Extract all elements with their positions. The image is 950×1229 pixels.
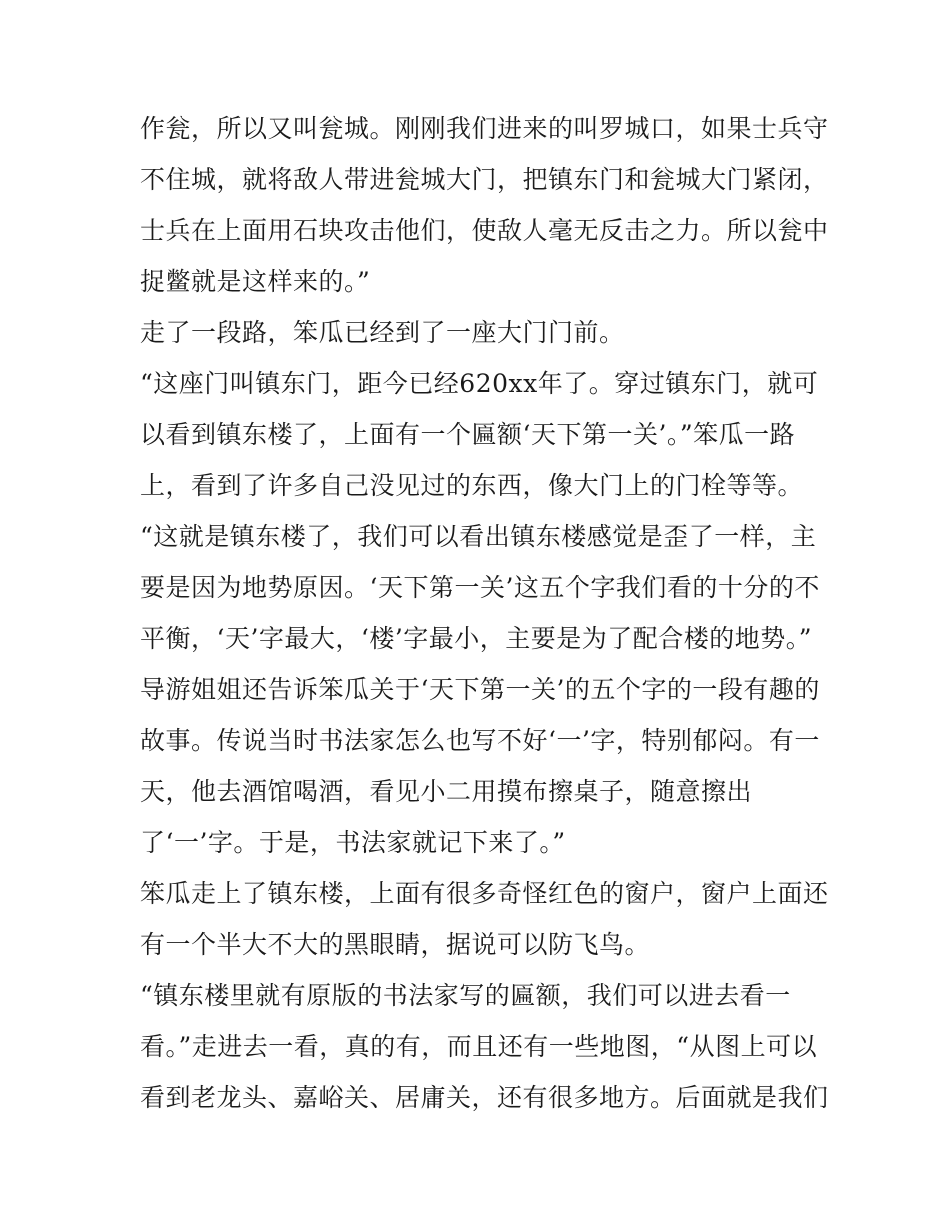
text-line: 有一个半大不大的黑眼睛，据说可以防飞鸟。 [140,930,651,959]
text-line: 上，看到了许多自己没见过的东西，像大门上的门栓等等。 [140,471,804,500]
text-line: 士兵在上面用石块攻击他们，使敌人毫无反击之力。所以瓮中 [140,216,829,245]
text-line: 不住城，就将敌人带进瓮城大门，把镇东门和瓮城大门紧闭， [140,165,829,194]
text-line: 了‘一’字。于是，书法家就记下来了。” [140,828,566,857]
text-line: 故事。传说当时书法家怎么也写不好‘一’字，特别郁闷。有一 [140,726,820,755]
text-line: “这就是镇东楼了，我们可以看出镇东楼感觉是歪了一样，主 [140,522,817,551]
text-line: 走了一段路，笨瓜已经到了一座大门门前。 [140,318,625,347]
text-line: 作瓮，所以又叫瓮城。刚刚我们进来的叫罗城口，如果士兵守 [140,114,829,143]
text-line: 导游姐姐还告诉笨瓜关于‘天下第一关’的五个字的一段有趣的 [140,675,820,704]
text-line: 平衡，‘天’字最大，‘楼’字最小，主要是为了配合楼的地势。” [140,624,813,653]
text-line: 以看到镇东楼了，上面有一个匾额‘天下第一关’。”笨瓜一路 [140,420,796,449]
text-line: 捉鳖就是这样来的。” [140,267,371,296]
text-line: 看到老龙头、嘉峪关、居庸关，还有很多地方。后面就是我们 [140,1083,829,1112]
text-line: 要是因为地势原因。‘天下第一关’这五个字我们看的十分的不 [140,573,820,602]
text-line: 天，他去酒馆喝酒，看见小二用摸布擦桌子，随意擦出 [140,777,753,806]
text-line: 笨瓜走上了镇东楼，上面有很多奇怪红色的窗户，窗户上面还 [140,879,829,908]
text-line: “镇东楼里就有原版的书法家写的匾额，我们可以进去看一 [140,981,791,1010]
text-line: 看。”走进去一看，真的有，而且还有一些地图，“从图上可以 [140,1032,818,1061]
document-body [140,103,829,1123]
text-line: “这座门叫镇东门，距今已经620xx年了。穿过镇东门，就可 [140,369,819,398]
